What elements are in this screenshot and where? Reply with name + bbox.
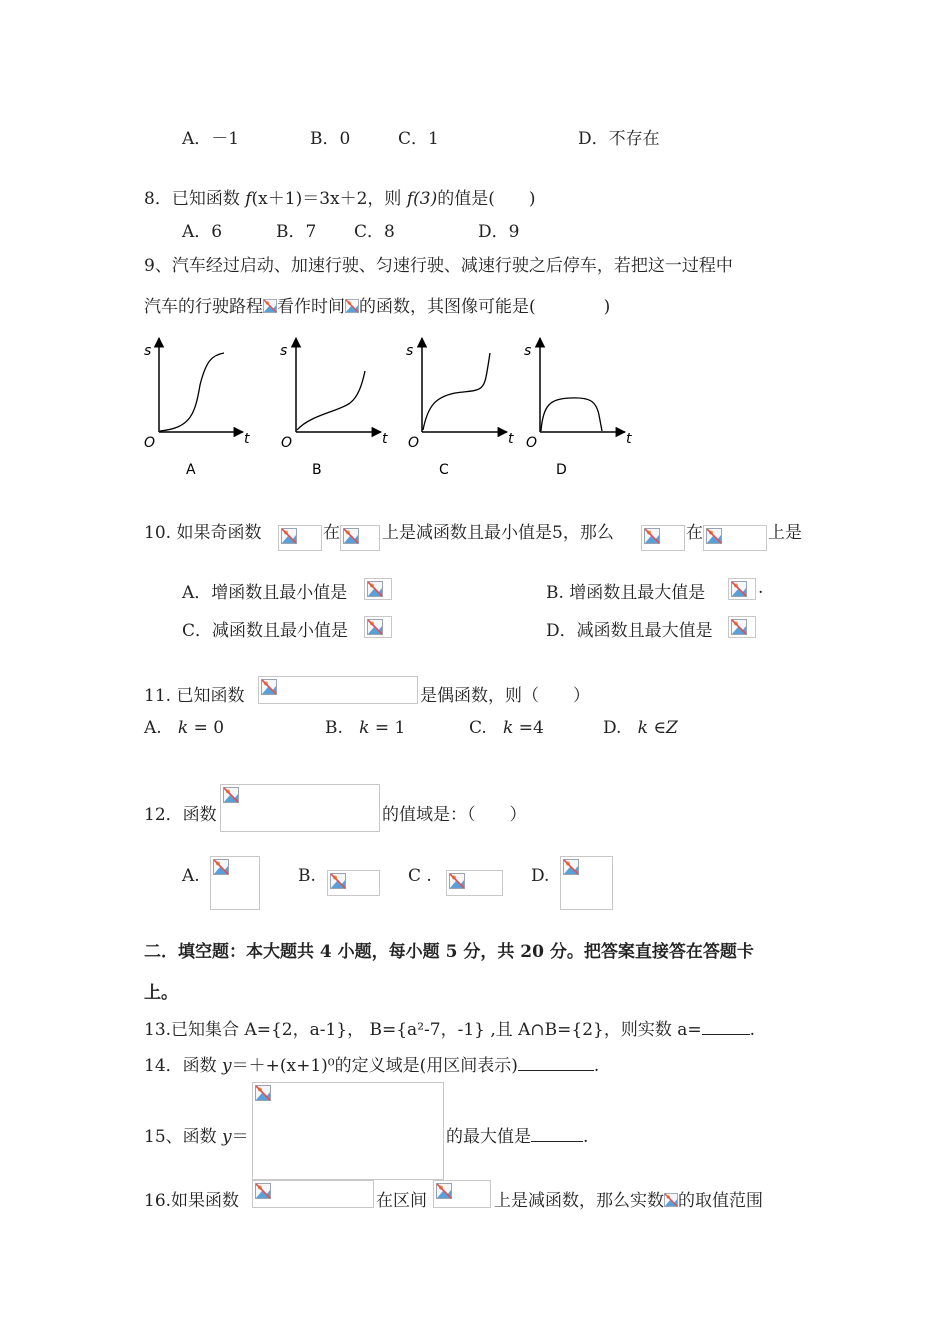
q11-s2: 是偶函数，则（ ） bbox=[420, 686, 590, 706]
formula-image bbox=[252, 1180, 374, 1208]
graph-d-origin: O bbox=[526, 435, 538, 451]
q12-option-d: D. bbox=[531, 866, 550, 886]
broken-image-icon bbox=[330, 873, 346, 889]
section-2-heading: 二．填空题：本大题共 4 小题，每小题 5 分，共 20 分。把答案直接答在答题卡 bbox=[144, 942, 754, 962]
formula-image bbox=[446, 870, 503, 896]
formula-image bbox=[210, 856, 260, 910]
q9-graphs bbox=[140, 335, 650, 485]
answer-blank bbox=[531, 1123, 583, 1142]
section-2-heading-cont: 上。 bbox=[144, 983, 178, 1003]
graph-b-y-axis: s bbox=[280, 343, 288, 359]
q9-line2: 汽车的行驶路程 看作时间 的函数，其图像可能是( ) bbox=[144, 297, 611, 317]
graph-a bbox=[144, 338, 250, 478]
formula-image bbox=[433, 1180, 491, 1208]
q16-s1: 16.如果函数 bbox=[144, 1191, 240, 1211]
q8-question: 8．已知函数 f(x＋1)＝3x＋2，则 f(3)的值是( ) bbox=[144, 189, 536, 209]
q7-option-c: C．1 bbox=[398, 129, 439, 149]
broken-image-icon bbox=[367, 581, 383, 597]
q10-option-d: D．减函数且最大值是 bbox=[546, 621, 713, 641]
broken-image-icon bbox=[255, 1183, 271, 1199]
formula-image bbox=[364, 616, 392, 638]
q11-option-b: B. k = 1 bbox=[325, 718, 406, 738]
formula-image bbox=[327, 870, 380, 896]
q7-option-b: B．0 bbox=[310, 129, 351, 149]
q10-option-b: B. 增函数且最大值是 bbox=[546, 583, 706, 603]
broken-image-icon bbox=[706, 528, 722, 544]
q10-option-b-end: . bbox=[758, 578, 764, 598]
q15-text: 的最大值是 . bbox=[446, 1122, 588, 1147]
graph-d-x-axis: t bbox=[626, 431, 632, 447]
q13: 13.已知集合 A={2，a-1}， B={a²-7，-1} ,且 A∩B={2}，则实数 a= . bbox=[144, 1015, 755, 1040]
q16-s3: 上是减函数，那么实数 的取值范围 bbox=[494, 1191, 763, 1211]
q10-s5: 上是 bbox=[768, 523, 802, 543]
q12-s2: 的值域是：（ ） bbox=[382, 805, 527, 825]
formula-image bbox=[258, 676, 418, 704]
graph-c bbox=[406, 338, 514, 478]
q12-s1: 12．函数 bbox=[144, 805, 217, 825]
formula-image bbox=[252, 1082, 444, 1180]
q10-s1: 10. 如果奇函数 bbox=[144, 523, 262, 543]
q12-option-b: B. bbox=[298, 866, 316, 886]
broken-image-icon bbox=[367, 619, 383, 635]
q7-option-a: A．－1 bbox=[182, 129, 240, 149]
q7-option-d: D．不存在 bbox=[578, 129, 660, 149]
graph-a-x-axis: t bbox=[244, 431, 250, 447]
q8-option-a: A．6 bbox=[182, 222, 223, 242]
broken-image-icon bbox=[263, 298, 277, 314]
formula-image bbox=[220, 784, 380, 832]
broken-image-icon bbox=[343, 528, 359, 544]
q11-option-a: A. k = 0 bbox=[144, 718, 225, 738]
graph-a-label: A bbox=[186, 462, 196, 478]
graph-d-label: D bbox=[556, 462, 567, 478]
formula-image bbox=[641, 525, 685, 551]
formula-image bbox=[278, 525, 322, 551]
q11-s1: 11. 已知函数 bbox=[144, 686, 245, 706]
broken-image-icon bbox=[261, 679, 277, 695]
q10-option-c: C．减函数且最小值是 bbox=[182, 621, 349, 641]
broken-image-icon bbox=[436, 1183, 452, 1199]
q12-option-c: C . bbox=[408, 866, 432, 886]
q16-s2: 在区间 bbox=[376, 1191, 427, 1211]
graph-c-y-axis: s bbox=[406, 343, 414, 359]
q9-line1: 9、汽车经过启动、加速行驶、匀速行驶、减速行驶之后停车，若把这一过程中 bbox=[144, 256, 733, 276]
formula-image bbox=[340, 525, 380, 551]
formula-image bbox=[728, 578, 756, 600]
q12-option-a: A. bbox=[182, 866, 200, 886]
q10-option-a: A．增函数且最小值是 bbox=[182, 583, 348, 603]
graph-b bbox=[280, 338, 388, 478]
broken-image-icon bbox=[644, 528, 660, 544]
graph-b-x-axis: t bbox=[382, 431, 388, 447]
graph-a-origin: O bbox=[144, 435, 156, 451]
q15-prefix: 15、函数 y＝ bbox=[144, 1127, 249, 1147]
graph-b-origin: O bbox=[281, 435, 293, 451]
broken-image-icon bbox=[223, 787, 239, 803]
q10-s3: 上是减函数且最小值是5，那么 bbox=[382, 523, 614, 543]
broken-image-icon bbox=[449, 873, 465, 889]
graph-c-origin: O bbox=[408, 435, 420, 451]
broken-image-icon bbox=[281, 528, 297, 544]
q10-s2: 在 bbox=[323, 523, 340, 543]
q8-option-d: D．9 bbox=[478, 222, 520, 242]
graph-b-label: B bbox=[312, 462, 322, 478]
graph-a-y-axis: s bbox=[144, 343, 152, 359]
broken-image-icon bbox=[731, 581, 747, 597]
broken-image-icon bbox=[563, 859, 579, 875]
graph-c-label: C bbox=[439, 462, 449, 478]
q8-option-c: C．8 bbox=[354, 222, 395, 242]
formula-image bbox=[703, 525, 767, 551]
graph-d bbox=[524, 338, 632, 478]
graph-c-x-axis: t bbox=[508, 431, 514, 447]
answer-blank bbox=[518, 1052, 594, 1071]
answer-blank bbox=[702, 1016, 750, 1035]
broken-image-icon bbox=[664, 1192, 678, 1208]
broken-image-icon bbox=[731, 619, 747, 635]
q10-s4: 在 bbox=[686, 523, 703, 543]
formula-image bbox=[560, 856, 613, 910]
q11-option-c: C. k =4 bbox=[469, 718, 544, 738]
formula-image bbox=[364, 578, 392, 600]
formula-image bbox=[728, 616, 756, 638]
broken-image-icon bbox=[213, 859, 229, 875]
q11-option-d: D. k ∈Z bbox=[603, 718, 678, 738]
broken-image-icon bbox=[345, 298, 359, 314]
broken-image-icon bbox=[255, 1085, 271, 1101]
q8-option-b: B．7 bbox=[276, 222, 317, 242]
graph-d-y-axis: s bbox=[524, 343, 532, 359]
q14: 14．函数 y＝＋+(x+1)⁰的定义域是(用区间表示) . bbox=[144, 1051, 599, 1076]
